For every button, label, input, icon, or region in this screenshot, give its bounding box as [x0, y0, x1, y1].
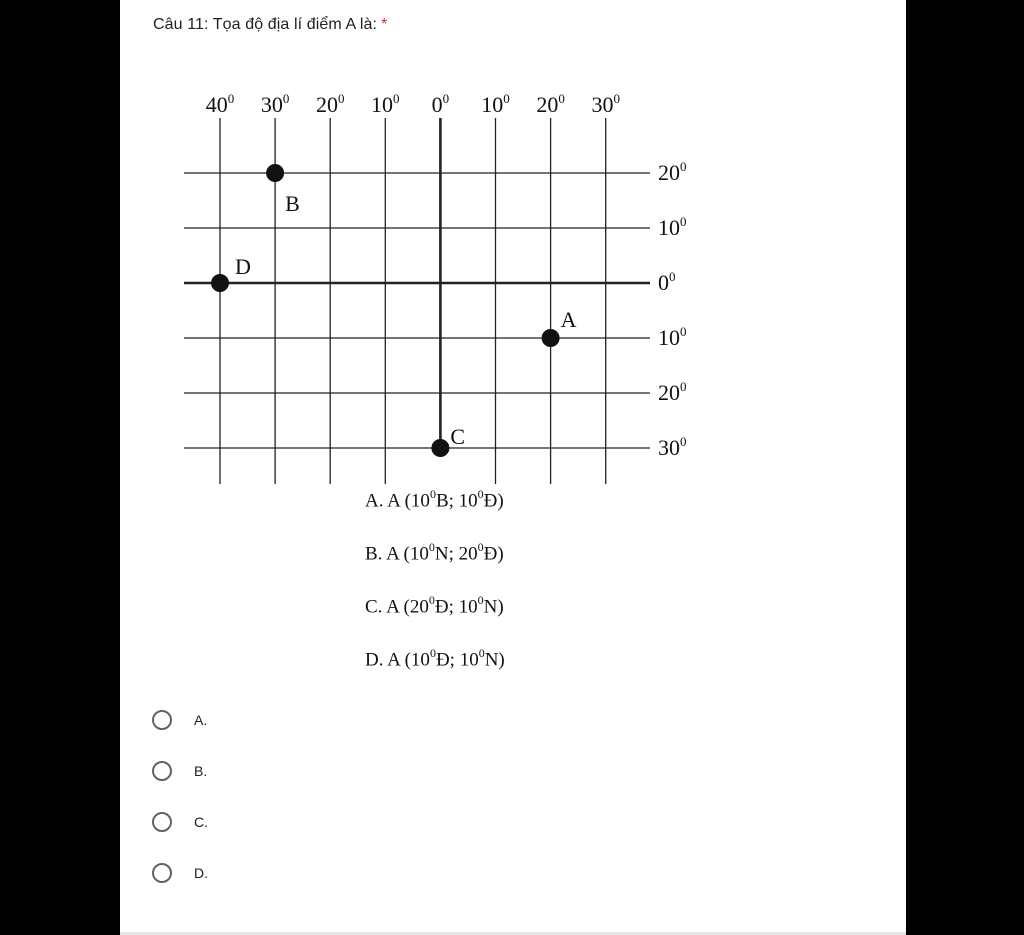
question-text: Câu 11: Tọa độ địa lí điểm A là:	[153, 16, 378, 33]
point-marker-d	[211, 274, 229, 292]
latitude-label: $30^0$	[658, 434, 687, 460]
required-asterisk: *	[381, 16, 388, 33]
option-c[interactable]	[152, 808, 208, 836]
point-marker-c	[431, 439, 449, 457]
answer-choice-c-text: C. A ($20^0Đ$; $10^0N$)	[365, 593, 504, 618]
map-points	[211, 164, 577, 457]
point-marker-a	[542, 329, 560, 347]
question-card	[120, 0, 906, 935]
longitude-label: $10^0$	[481, 91, 510, 117]
coordinate-grid-figure	[120, 0, 906, 935]
point-label-d: D	[235, 254, 251, 279]
point-label-a: A	[560, 307, 577, 332]
grid-lines	[184, 118, 650, 484]
answer-choice-b-text: B. A ($10^0N$; $20^0Đ$)	[365, 540, 504, 565]
latitude-label: $20^0$	[658, 379, 687, 405]
latitude-label: $0^0$	[658, 269, 676, 295]
longitude-label: $30^0$	[591, 91, 620, 117]
radio-button[interactable]	[152, 710, 172, 730]
point-label-b: B	[285, 191, 300, 216]
option-d[interactable]	[152, 859, 208, 887]
latitude-label: $10^0$	[658, 214, 687, 240]
option-label: D.	[194, 865, 208, 881]
longitude-label: $40^0$	[205, 91, 235, 117]
longitude-label: $20^0$	[536, 91, 565, 117]
longitude-label: $30^0$	[260, 91, 290, 117]
radio-button[interactable]	[152, 863, 172, 883]
radio-button[interactable]	[152, 761, 172, 781]
answer-choice-a-text: A. A ($10^0B$; $10^0Đ$)	[365, 487, 504, 512]
latitude-label: $10^0$	[658, 324, 687, 350]
latitude-labels	[658, 159, 687, 460]
radio-button[interactable]	[152, 812, 172, 832]
longitude-label: $0^0$	[431, 91, 450, 117]
longitude-label: $20^0$	[315, 91, 345, 117]
option-label: A.	[194, 712, 208, 728]
longitude-label: $10^0$	[371, 91, 400, 117]
option-a[interactable]	[152, 706, 207, 734]
option-label: B.	[194, 763, 208, 779]
point-label-c: C	[450, 424, 466, 449]
point-marker-b	[266, 164, 284, 182]
answer-choice-d-text: D. A ($10^0Đ$; $10^0N$)	[365, 646, 505, 671]
option-b[interactable]	[152, 757, 207, 785]
latitude-label: $20^0$	[658, 159, 687, 185]
option-label: C.	[194, 814, 208, 830]
longitude-labels	[206, 91, 620, 117]
